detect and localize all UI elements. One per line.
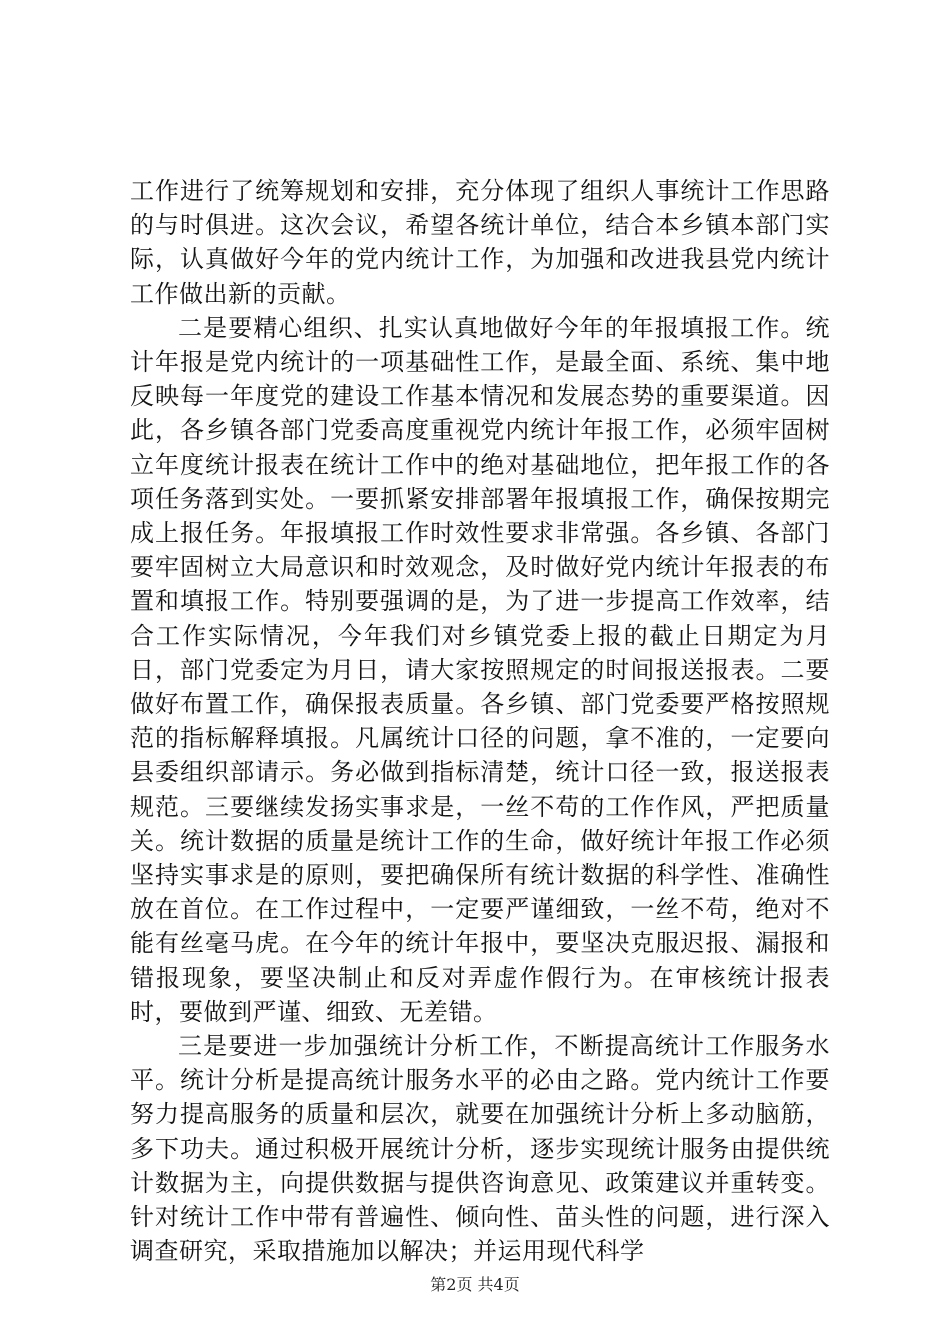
- page-footer: 第2页 共4页: [430, 1275, 520, 1294]
- paragraph-annual-report: 二是要精心组织、扎实认真地做好今年的年报填报工作。统计年报是党内统计的一项基础性工作，是最全面、系统、集中地反映每一年度党的建设工作基本情况和发展态势的重要渠道。因此，各乡镇各部门党委高度重视党内统计年报工作，必须牢固树立年度统计报表在统计工作中的绝对基础地位，把年报工作的各项任务落到实处。一要抓紧安排部署年报填报工作，确保按期完成上报任务。年报填报工作时效性要求非常强。各乡镇、各部门要牢固树立大局意识和时效观念，及时做好党内统计年报表的布置和填报工作。特别要强调的是，为了进一步提高工作效率，结合工作实际情况，今年我们对乡镇党委上报的截止日期定为月日，部门党委定为月日，请大家按照规定的时间报送报表。二要做好布置工作，确保报表质量。各乡镇、部门党委要严格按照规范的指标解释填报。凡属统计口径的问题，拿不准的，一定要向县委组织部请示。务必做到指标清楚，统计口径一致，报送报表规范。三要继续发扬实事求是，一丝不苟的工作作风，严把质量关。统计数据的质量是统计工作的生命，做好统计年报工作必须坚持实事求是的原则，要把确保所有统计数据的科学性、准确性放在首位。在工作过程中，一定要严谨细致，一丝不苟，绝对不能有丝毫马虎。在今年的统计年报中，要坚决克服迟报、漏报和错报现象，要坚决制止和反对弄虚作假行为。在审核统计报表时，要做到严谨、细致、无差错。: [130, 313, 830, 1026]
- paragraph-continuation: 工作进行了统筹规划和安排，充分体现了组织人事统计工作思路的与时俱进。这次会议，希望各统计单位，结合本乡镇本部门实际，认真做好今年的党内统计工作，为加强和改进我县党内统计工作做出新的贡献。: [130, 177, 830, 308]
- paragraph-statistical-analysis: 三是要进一步加强统计分析工作，不断提高统计工作服务水平。统计分析是提高统计服务水平的必由之路。党内统计工作要努力提高服务的质量和层次，就要在加强统计分析上多动脑筋，多下功夫。通过积极开展统计分析，逐步实现统计服务由提供统计数据为主，向提供数据与提供咨询意见、政策建议并重转变。针对统计工作中带有普遍性、倾向性、苗头性的问题，进行深入调查研究，采取措施加以解决；并运用现代科学: [130, 1032, 830, 1266]
- document-body: [130, 174, 830, 1269]
